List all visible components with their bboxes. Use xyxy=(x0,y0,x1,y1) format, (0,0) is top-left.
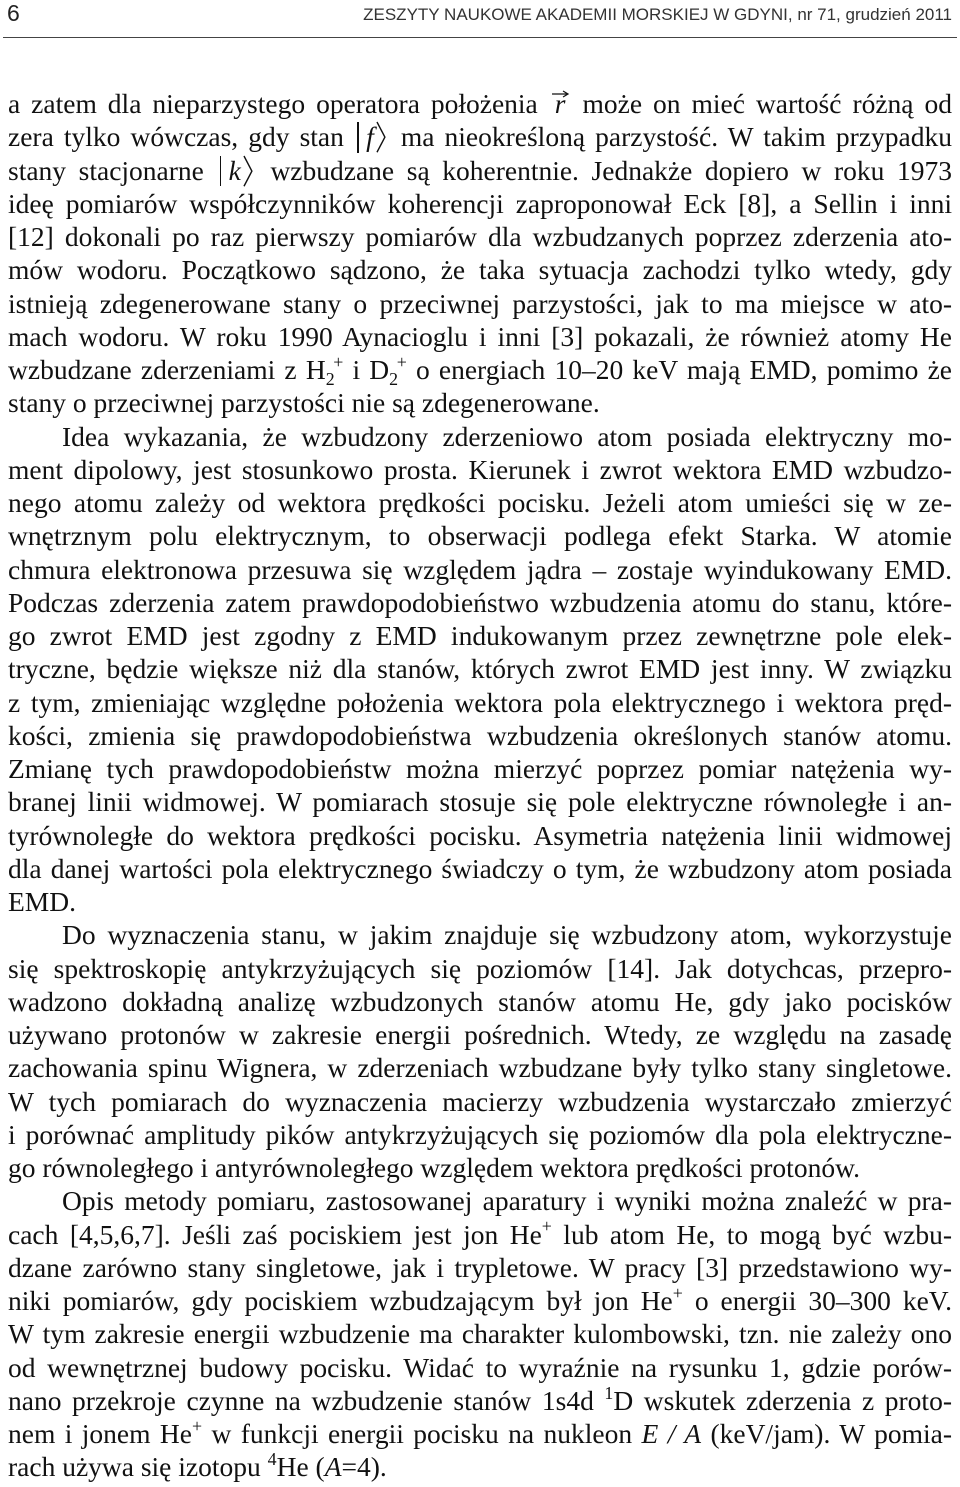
ket-angle-bracket-icon xyxy=(243,156,253,186)
text-run: wnętrznym polu elektrycznym, to obserwacji podlega efekt Starka. W atomie xyxy=(8,520,952,552)
text-run: =4). xyxy=(341,1451,387,1483)
text-run: może on mieć wartość różną od xyxy=(571,88,952,119)
superscript: + xyxy=(333,351,344,372)
text-line xyxy=(8,519,952,552)
text-run: zachowania spinu Wignera, w zderzeniach wzbudzane były tylko stany singletowe. xyxy=(8,1052,952,1084)
ket-bar xyxy=(357,122,359,152)
running-header-journal-title: ZESZYTY NAUKOWE AKADEMII MORSKIEJ W GDYNI, nr 71, grudzień 2011 xyxy=(363,5,952,24)
text-run: wzbudzane zderzeniami z H xyxy=(8,354,326,385)
superscript: 4 xyxy=(267,1449,277,1470)
text-run: stany stacjonarne xyxy=(8,154,217,186)
text-run: Do wyznaczenia stanu, w jakim znajduje się wzbudzony atom, wykorzystuje xyxy=(62,919,952,951)
text-run: EMD. xyxy=(8,886,76,917)
text-line xyxy=(8,120,952,153)
text-run: W tym zakresie energii wzbudzenie ma charakter kulombowski, tzn. nie zależy ono xyxy=(8,1318,952,1350)
text-line xyxy=(8,885,952,918)
superscript: + xyxy=(672,1282,683,1303)
text-run: dzane zarówno stany singletowe, jak i trypletowe. W pracy [3] przedstawiono wy- xyxy=(8,1251,952,1283)
text-line xyxy=(8,1384,952,1417)
text-line xyxy=(8,320,952,353)
text-line xyxy=(8,652,952,685)
text-run: tryczne, będzie większe niż dla stanów, których zwrot EMD jest inny. W związku xyxy=(8,653,952,685)
text-line xyxy=(8,1118,952,1151)
text-line xyxy=(8,1317,952,1350)
text-line xyxy=(8,420,952,453)
text-line xyxy=(8,719,952,752)
text-line xyxy=(8,1450,952,1483)
text-line xyxy=(8,220,952,253)
text-run: o energiach 10–20 keV mają EMD, pomimo że xyxy=(406,354,953,385)
text-run: ment dipolowy, jest stosunkowo prosta. Kierunek i zwrot wektora EMD wzbudzo- xyxy=(8,453,952,485)
text-run: nem i jonem He xyxy=(8,1418,192,1449)
ket-letter: k xyxy=(228,154,241,186)
text-line xyxy=(8,154,952,187)
text-line xyxy=(8,187,952,220)
text-run: Zmianę tych prawdopodobieństw można mierzyć poprzez pomiar natężenia wy- xyxy=(8,753,952,784)
text-line xyxy=(8,486,952,519)
text-run: Idea wykazania, że wzbudzony zderzeniowo atom posiada elektryczny mo- xyxy=(62,420,952,452)
text-run: He ( xyxy=(276,1451,325,1483)
superscript: + xyxy=(541,1216,552,1237)
paragraph xyxy=(8,87,952,420)
superscript: 1 xyxy=(604,1382,614,1403)
text-run: z tym, zmieniając względne położenia wektora pola elektrycznego i wektora pręd- xyxy=(8,686,952,718)
text-line xyxy=(8,87,952,120)
math-variable: E / A xyxy=(641,1418,702,1449)
text-line xyxy=(8,819,952,852)
text-run: w funkcji energii pocisku na nukleon xyxy=(202,1418,642,1449)
text-run: wadzono dokładną analizę wzbudzonych stanów atomu He, gdy jako pocisków xyxy=(8,985,952,1017)
text-line xyxy=(8,1218,952,1251)
text-run: się spektroskopię antykrzyżujących się poziomów [14]. Jak dotychcas, przepro- xyxy=(8,952,952,984)
text-run: mów wodoru. Początkowo sądzono, że taka sytuacja zachodzi tylko wtedy, gdy xyxy=(8,254,952,286)
text-line xyxy=(8,985,952,1018)
text-run: (keV/jam). W pomia- xyxy=(701,1418,952,1449)
text-line xyxy=(8,253,952,286)
text-run: go równoległego i antyrównoległego względem wektora prędkości protonów. xyxy=(8,1152,861,1183)
text-line xyxy=(8,619,952,652)
header-rule xyxy=(3,37,957,38)
text-line xyxy=(8,785,952,818)
text-run: D wskutek zderzenia z proto- xyxy=(613,1384,952,1416)
text-run: ma nieokreśloną parzystość. W takim przypadku xyxy=(390,121,952,153)
text-run: zera tylko wówczas, gdy stan xyxy=(8,121,354,153)
text-run: Podczas zderzenia zatem prawdopodobieństwo wzbudzenia atomu do stanu, które- xyxy=(8,586,952,618)
text-run: ideę pomiarów współczynników koherencji zaproponował Eck [8], a Sellin i inni xyxy=(8,187,952,219)
text-line xyxy=(8,852,952,885)
text-line xyxy=(8,586,952,619)
text-run: cach [4,5,6,7]. Jeśli zaś pociskiem jest jon He xyxy=(8,1218,542,1250)
paragraph xyxy=(8,918,952,1184)
subscript: 2 xyxy=(325,368,335,389)
text-run: dla danej wartości pola elektrycznego świadczy o tym, że wzbudzony atom posiada xyxy=(8,852,952,884)
text-line xyxy=(8,287,952,320)
text-run: nano przekroje czynne na wzbudzenie stanów 1s4d xyxy=(8,1384,605,1416)
text-run: lub atom He, to mogą być wzbu- xyxy=(551,1218,952,1250)
text-run: tyrównoległe do wektora prędkości pocisku. Asymetria natężenia linii widmowej xyxy=(8,819,952,851)
text-run: go zwrot EMD jest zgodny z EMD indukowanym przez zewnętrzne pole elek- xyxy=(8,620,952,651)
text-run: W tych pomiarach do wyznaczenia macierzy wzbudzenia wystarczało zmierzyć xyxy=(8,1085,952,1117)
text-line xyxy=(8,1351,952,1384)
paragraph xyxy=(8,420,952,919)
ket-letter: f xyxy=(366,121,374,153)
text-run: a zatem dla nieparzystego operatora położenia xyxy=(8,88,549,119)
text-line xyxy=(8,1051,952,1084)
text-run: rach używa się izotopu xyxy=(8,1451,268,1483)
text-line xyxy=(8,686,952,719)
subscript: 2 xyxy=(389,368,399,389)
text-run: Opis metody pomiaru, zastosowanej aparatury i wyniki można znaleźć w pra- xyxy=(62,1185,952,1217)
vector-arrow-icon xyxy=(552,90,569,98)
text-run: od wewnętrznej budowy pocisku. Widać to wyraźnie na rysunku 1, gdzie porów- xyxy=(8,1351,952,1383)
text-line xyxy=(8,752,952,785)
vector-symbol xyxy=(555,87,566,120)
text-line xyxy=(8,1417,952,1450)
ket-state xyxy=(220,154,255,187)
text-line xyxy=(8,1251,952,1284)
ket-state xyxy=(357,120,387,153)
text-run: nego atomu zależy od wektora prędkości pocisku. Jeżeli atom umieści się w ze- xyxy=(8,487,952,518)
superscript: + xyxy=(396,351,407,372)
ket-angle-bracket-icon xyxy=(376,122,386,152)
text-run: i D xyxy=(343,354,390,385)
text-line xyxy=(8,918,952,951)
text-run: wzbudzane są koherentnie. Jednakże dopiero w roku 1973 xyxy=(257,154,952,186)
text-run: stany o przeciwnej parzystości nie są zdegenerowane. xyxy=(8,387,600,419)
text-run: [12] dokonali po raz pierwszy pomiarów dla wzbudzanych poprzez zderzenia ato- xyxy=(8,221,952,252)
body-text xyxy=(8,87,952,1484)
text-run: o energii 30–300 keV. xyxy=(682,1285,952,1316)
text-line xyxy=(8,952,952,985)
text-line xyxy=(8,1184,952,1217)
math-variable: A xyxy=(324,1451,342,1483)
text-line xyxy=(8,351,953,389)
text-run: chmura elektronowa przesuwa się względem jądra – zostaje wyindukowany EMD. xyxy=(8,553,952,585)
text-line xyxy=(8,1284,952,1317)
superscript: + xyxy=(191,1415,203,1436)
text-run: kości, zmienia się prawdopodobieństwa wzbudzenia określonych stanów atomu. xyxy=(8,719,952,751)
text-run: i porównać amplitudy pików antykrzyżujących się poziomów dla pola elektryczne- xyxy=(8,1118,952,1150)
vector-letter: r xyxy=(554,88,566,119)
page-number: 6 xyxy=(7,0,20,26)
text-run: mach wodoru. W roku 1990 Aynacioglu i inni [3] pokazali, że również atomy He xyxy=(8,320,952,352)
text-line xyxy=(8,453,952,486)
paragraph xyxy=(8,1184,952,1483)
text-run: branej linii widmowej. W pomiarach stosuje się pole elektryczne równoległe i an- xyxy=(8,786,952,818)
text-line xyxy=(8,1151,952,1184)
ket-bar xyxy=(220,156,222,186)
text-run: używano protonów w zakresie energii pośrednich. Wtedy, ze względu na zasadę xyxy=(8,1019,952,1050)
text-line xyxy=(8,1018,952,1051)
text-line xyxy=(8,553,952,586)
text-run: niki pomiarów, gdy pociskiem wzbudzającym był jon He xyxy=(8,1285,673,1316)
text-line xyxy=(8,1085,952,1118)
text-line xyxy=(8,386,952,419)
text-run: istnieją zdegenerowane stany o przeciwnej parzystości, jak to ma miejsce w ato- xyxy=(8,287,952,319)
